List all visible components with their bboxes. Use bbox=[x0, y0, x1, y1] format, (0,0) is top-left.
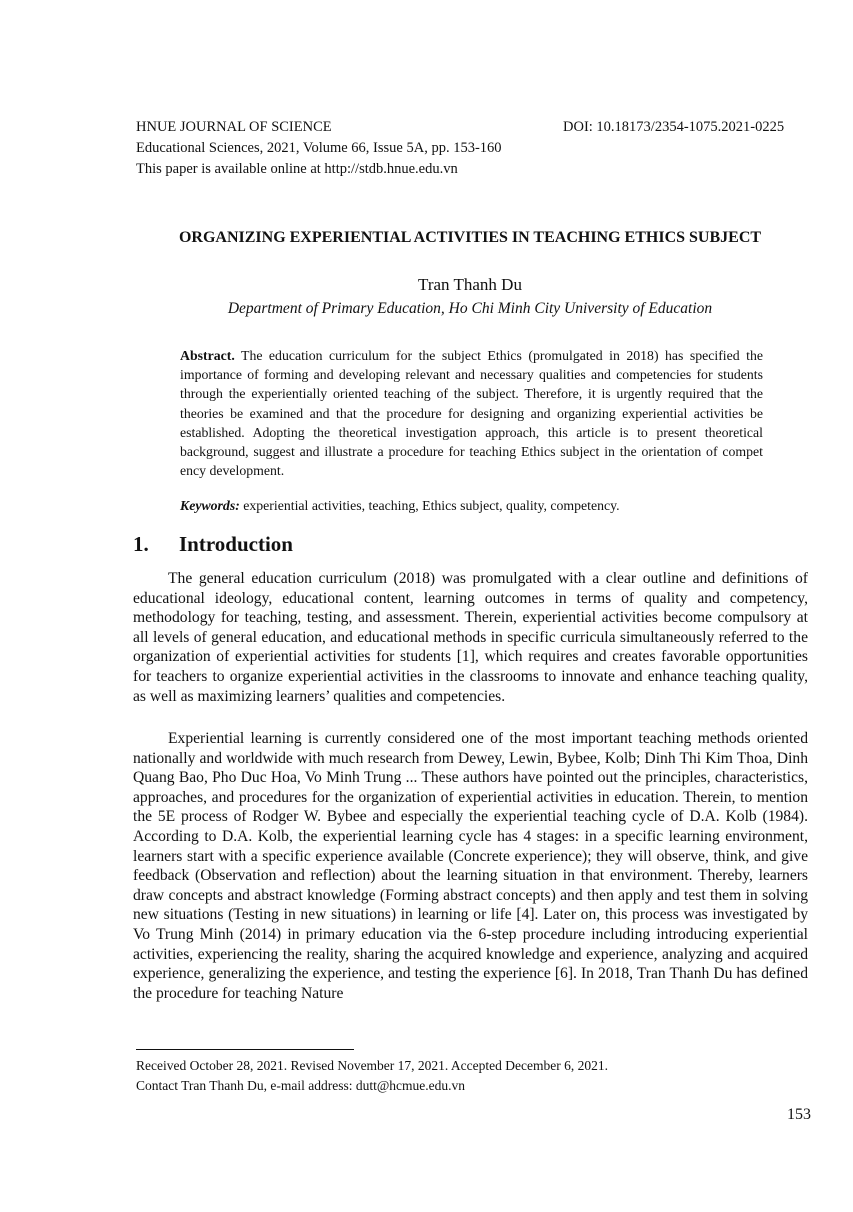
body-paragraph: Experiential learning is currently considered one of the most important teaching methods oriented nationally and worldwide with much research from Dewey, Lewin, Bybee, Kolb; Dinh Thi Kim Thoa, Dinh Quang Bao, Pho Duc Hoa, Vo Minh Trung ... These authors have pointed out the principles, characteristics, approaches, and procedures for the organization of experiential activities in education. Therein, to mention the 5E process of Rodger W. Bybee and especially the experiential teaching cycle of D.A. Kolb (1984). According to D.A. Kolb, the experiential learning cycle has 4 stages: in a specific learning environment, learners start with a specific experience available (Concrete experience); they will observe, think, and give feedback (Observation and reflection) about the learning situation in that environment. Thereby, learners draw concepts and abstract knowledge (Forming abstract concepts) and then apply and test them in solving new situations (Testing in new situations) in learning or life [4]. Later on, this process was investigated by Vo Trung Minh (2014) in primary education via the 6-step procedure including introducing experiential activities, experiencing the reality, sharing the acquired knowledge and experience, analyzing and acquired experience, generalizing the experience, and testing the experience [6]. In 2018, Tran Thanh Du has defined the procedure for teaching Nature bbox=[133, 730, 808, 1002]
abstract-label: Abstract. bbox=[180, 348, 235, 363]
abstract-text: The education curriculum for the subject Ethics (promulgated in 2018) has specified the importance of forming and developing relevant and necessary qualities and competencies for students through the experientially oriented teaching of the subject. Therefore, it is urgently required that the theories be examined and that the procedure for designing and organizing experiential activities be established. Adopting the theoretical investigation approach, this article is to present theoretical background, suggest and illustrate a procedure for teaching Ethics subject in the orientation of compet ency development. bbox=[180, 348, 763, 479]
footnote-divider bbox=[136, 1049, 354, 1050]
journal-citation: Educational Sciences, 2021, Volume 66, Issue 5A, pp. 153-160 bbox=[136, 140, 502, 156]
doi: DOI: 10.18173/2354-1075.2021-0225 bbox=[563, 119, 785, 135]
keywords bbox=[180, 496, 763, 515]
footnote-dates: Received October 28, 2021. Revised November 17, 2021. Accepted December 6, 2021. bbox=[136, 1058, 608, 1073]
keywords-text: experiential activities, teaching, Ethics subject, quality, competency. bbox=[239, 498, 620, 513]
section-heading bbox=[133, 532, 293, 557]
journal-name: HNUE JOURNAL OF SCIENCE bbox=[136, 119, 332, 135]
author-affiliation: Department of Primary Education, Ho Chi Minh City University of Education bbox=[227, 300, 713, 317]
body-paragraph: The general education curriculum (2018) was promulgated with a clear outline and definitions of educational ideology, educational content, learning outcomes in terms of quality and competency, methodology for teaching, testing, and assessment. Therein, experiential activities become compulsory at all levels of general education, and educational methods in specific curricula simultaneously referred to the organization of experiential activities for students [1], which requires and creates favorable opportunities for teachers to organize experiential activities in the classrooms to innovate and enhance teaching quality, as well as maximizing learners’ qualities and competencies. bbox=[133, 570, 808, 705]
section-number: 1. bbox=[133, 532, 149, 556]
keywords-label: Keywords: bbox=[180, 498, 240, 513]
footnote-contact: Contact Tran Thanh Du, e-mail address: dutt@hcmue.edu.vn bbox=[136, 1078, 466, 1093]
paper-title: ORGANIZING EXPERIENTIAL ACTIVITIES IN TEACHING ETHICS SUBJECT bbox=[178, 229, 762, 246]
abstract bbox=[180, 346, 763, 480]
section-title: Introduction bbox=[179, 532, 293, 556]
online-availability: This paper is available online at http://stdb.hnue.edu.vn bbox=[136, 161, 458, 177]
page-number: 153 bbox=[787, 1106, 811, 1123]
author-name: Tran Thanh Du bbox=[418, 275, 522, 294]
